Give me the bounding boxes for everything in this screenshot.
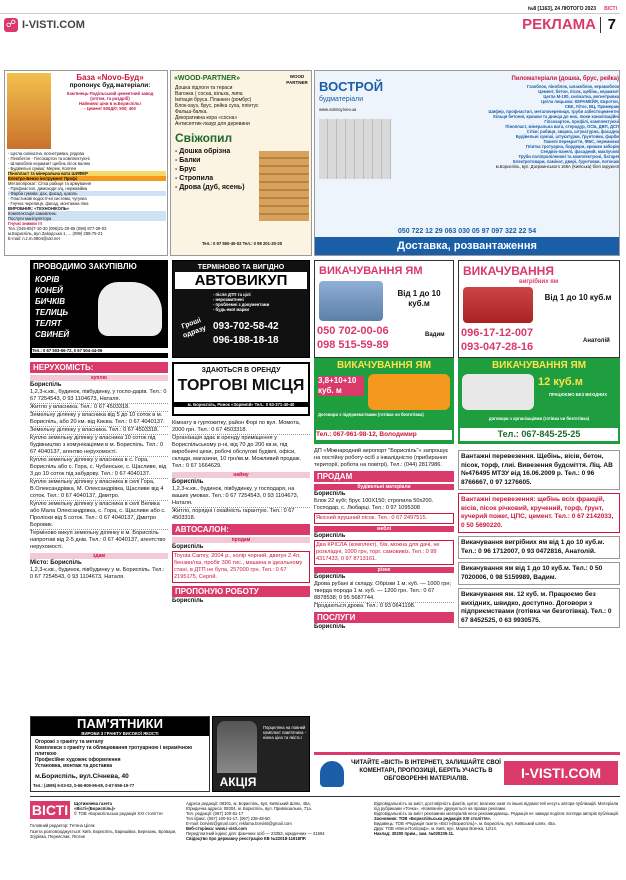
- vyk4-note: ПРАЦЮЄМО БЕЗ ВИХІДНИХ: [548, 392, 608, 397]
- novobud-footer: Комплектація замовлень: [8, 211, 166, 216]
- akciya-ad: [212, 716, 310, 792]
- classified-ad: 1,2,3-к.кв., будинок, півбудинку, у госпо-дарів. Тел.: 0 67 7254543, 0 93 1104673, Наталя.: [30, 389, 167, 402]
- novobud-line: Найнижчі ціни в м.Бориспіль!: [78, 101, 141, 106]
- footer-line: Веб-сторінка: www.i-visti.com: [186, 826, 247, 831]
- pam-item: Огорожі з граніту та металу: [35, 739, 104, 745]
- novobud-line: Кам'янець-Подільський цементний завод: [66, 91, 154, 96]
- classified-ad: Куплю земельну ділянку у власника в селі Велика або Мала Олександрівка, с. Гора, с. Щасливе або с. Проліски від 5 соток. Тел.: 0 67 4040137, Дмитро Боровик.: [30, 501, 166, 528]
- footer-line: Газета розповсюджується: Київ, Бориспіль, Баришівка, Березань, Бровари, Згурівка, Переяслав, Яготин: [30, 829, 177, 839]
- user-icon: [320, 761, 344, 787]
- vykachuvannya-anatolii: [458, 260, 620, 358]
- novobud-photo: [7, 73, 51, 149]
- wood-item: Антисептик-лазур для деревини: [175, 121, 250, 127]
- classified-ad: Організація здає в оренду приміщення у Бориспільському р-ні, від 70 до 200 кв.м, під виробничі цехи, робочі обслугові будівлі, офіси, склади, магазини, 10 грн/кв.м. Можливий продаж. Тел.: 0 67 1664629.: [172, 435, 302, 469]
- vyk4-vol: 12 куб.м: [538, 376, 583, 388]
- novobud-profi: Пінопласт та мінеральна вата ШИФЕР: [8, 171, 166, 176]
- footer-line: Засновник: ТОВ «Бориспільська редакція ХХІ століття».: [374, 816, 492, 821]
- column-services: [458, 450, 620, 750]
- vostroy-line: Гіпсокартон, профілі, комплектуючі: [544, 119, 619, 124]
- vostroy-phones: 050 722 12 29 063 030 05 97 097 322 22 54: [397, 228, 537, 235]
- classified-ad: Куплю земельну ділянку у власника в с. Гора, Бориспіль або с. Гора, с. Чубинське, с. Щасливе, від 3 до 10 соток під забудову. Тел.: 0 67 4040137.: [30, 457, 167, 477]
- footer-logo: ВІСТІ: [31, 802, 69, 818]
- section-bar: АВТОСАЛОН:: [172, 524, 310, 535]
- vostroy-logo: ВОСТРОЙ: [319, 79, 384, 94]
- footer-line: «Вісті»(Бориспіль)»: [74, 806, 116, 811]
- novobud-line: - Цегла силікатна, вогнетривка, рядова: [8, 151, 84, 156]
- vostroy-line: Труби поліпропіленові та комплектуючі, батареї: [518, 154, 619, 159]
- vostroy-line: Пінопласт, мінеральна вата, стеродур, ОСБ, ДВП, ДСП: [505, 124, 619, 129]
- highlighted-ad: Якісний ярушний пісок. Тел.: 0 67 2497515.: [314, 513, 454, 524]
- wood-list: [175, 85, 309, 127]
- category-label: будівельні матеріали: [314, 484, 454, 490]
- wood-item: Імітація бруса. Планкен (ромбус): [175, 97, 252, 103]
- vostroy-list: [395, 84, 619, 169]
- section-bar: НЕРУХОМІСТЬ:: [30, 362, 168, 373]
- novobud-email: E-mail: n.z.m.0804@ukr.net: [8, 236, 60, 241]
- pam-items: [35, 739, 209, 769]
- zak-item: БИЧКІВ: [35, 297, 65, 306]
- wood-item2: - Брус: [175, 166, 197, 173]
- vyk4-tel: Тел.: 067-845-25-25: [460, 428, 618, 441]
- classified-ad: Дрова рубані зі складу. Обрізки 1 м. куб. — 1000 грн; тверда порода 1 м. куб. — 1200 грн. Тел.: 0 67 8878538; 0 95 5687744.: [314, 581, 452, 601]
- column-rent: [172, 420, 310, 714]
- novobud-line: Металопрокат: Сітка рабиця та армування: [8, 181, 92, 186]
- zak-item: СВИНЕЙ: [35, 330, 70, 339]
- avto-top: ТЕРМІНОВО ТА ВИГІДНО: [197, 264, 285, 271]
- boxed-ad: Викачування ям. 12 куб. м. Працюємо без вихідних, швидко, доступно. Договори з підприємствами (готівка чи безготівка). Тел.: 0 67 8452525, 0 63 9930575.: [458, 588, 620, 628]
- novobud-line: - Будівельні суміші; Мереж, Колпен: [8, 166, 77, 171]
- vyk1-vol: Від 1 до 10 куб.м: [397, 289, 441, 308]
- classified-ad: Житло у власника. Тел.: 0 67 4503318.: [30, 404, 130, 410]
- classified-ad: Земельну ділянку у власника. Тел.: 0 67 4503318.: [30, 427, 159, 433]
- novobud-elektro: Електро-Бензо інструмент Профі: [8, 176, 166, 181]
- category-label: продам: [172, 537, 310, 543]
- novobud-ad: [4, 70, 168, 256]
- vostroy-delivery: Доставка, розвантаження: [315, 237, 619, 255]
- torgovi-ad: [172, 362, 310, 416]
- city-label: Бориспіль: [172, 479, 204, 485]
- vostroy-site: www.vostroy.kiev.ua: [319, 107, 357, 112]
- vostroy-line: Будівельні суміші, штукатурки, ґрунтовки, фарби: [515, 134, 619, 139]
- footer-line: Наклад: 30200 прим., зам. №030235-11.: [374, 831, 455, 836]
- city-label: Бориспіль: [30, 382, 62, 388]
- category-label: куплю: [30, 375, 168, 381]
- pam-item: Комплекси з граніту та облицювання тротуарною і керамічною плиткою: [35, 745, 193, 757]
- vostroy-pallet-image: [319, 119, 391, 179]
- wood-item: Вагонка ( сосна, вільха, липа: [175, 91, 243, 97]
- vyk1-phone: 050 702-00-06: [317, 325, 389, 337]
- truck-image: [319, 281, 383, 321]
- online-banner: [314, 752, 620, 792]
- category-label: меблі: [314, 526, 454, 532]
- pam-item: Професійне художнє оформлення: [35, 757, 121, 763]
- boxed-ad: Вантажні перевезення: щебінь всіх фракцій, вісів, пісок річковий, кручений, торф, ґрунт, кучерий пожег, ЦПС, цемент. Тел.: 0 67 2142033, 0 50 5690220.: [458, 493, 620, 533]
- highlighted-ad: Toyota Camry, 2004 р., колір чорний, двигун 2.4л, бензин/газ, пробіг 306 тис., машина в ідеальному стані, в ДТП не була, 257000 грн. Тел.: 0 67 2195175, Сергій.: [172, 551, 310, 583]
- novobud-line: - Фарба гумова: дах, фасад, цоколь: [8, 191, 166, 196]
- wood-planks-image: [259, 151, 309, 221]
- footer-col3: [374, 801, 620, 836]
- vyk3-note: Договори з підприємствами (готівка чи безготівка): [318, 412, 424, 417]
- akciya-title: АКЦІЯ: [219, 775, 257, 789]
- cow-image: [98, 282, 162, 336]
- novobud-list2: [8, 151, 166, 241]
- classified-ad: 1,2,3-к.кв., будинок, півбудинку, у господаря, на ваших умовах. Тел.: 0 67 7254543, 0 93 1104673, Наталя.: [172, 486, 299, 506]
- novobud-tel: Тел.:(045-95)7-10-30 (096)21-20-85 (098) 877-29-03: [8, 226, 107, 231]
- footer-line: Друк: ТОВ «Мега-Поліграф», м. Київ, вул. Марка Вовчка, 12/14.: [374, 826, 497, 831]
- vyk1-title: ВИКАЧУВАННЯ ЯМ: [319, 265, 423, 277]
- vyk3-vol: 3,8+10+10 куб. м: [318, 376, 364, 396]
- zak-item: КОНЕЙ: [35, 286, 63, 295]
- woodpartner-ad: [170, 70, 312, 256]
- classified-ad: Терміново викуп земельну ділянку в м. Бориспіль напротові від 2-5 днів. Тел.: 0 67 4040137, агентство нерухомості.: [30, 530, 166, 550]
- vostroy-line: Панелі перекриття, ФБС, перемички: [543, 139, 619, 144]
- wood-item2: - Дошка обрізна: [175, 148, 231, 155]
- novobud-line: - Шлакоблок керамзит щебінь пісок валню: [8, 161, 91, 166]
- city-label: Бориспіль: [172, 598, 204, 604]
- footer-line: Адреса редакції: 08301, м. Бориспіль, вул. Київський Шлях, 45а,: [186, 801, 311, 806]
- avto-side: Гроші одразу: [180, 317, 208, 340]
- footer-line: Тел./факс: (067) 100-61-17, (067) 238-48-50.: [186, 816, 271, 821]
- footer-line: Щотижнева газета: [74, 801, 112, 806]
- column-sell: [314, 448, 454, 736]
- zak-title: ПРОВОДИМО ЗАКУПІВЛЮ: [33, 262, 137, 271]
- boxed-ad: Вантажні перевезення. Щебінь, вісів, бетон, пісок, торф, глиі. Вивезення будсміття. Ліц. АВ №476495 МТЗУ від 16.06.2009 р. Тел.: 0 96 8766667, 0 97 1276605.: [458, 450, 620, 490]
- torg-info: м. Бориспіль, Ринок «Зорянпй» Тел.: 0 63-371-40-40: [174, 402, 308, 407]
- zak-tel: Тел.: 0 67 503-66-72, 0 67 504-44-06: [32, 348, 168, 353]
- footer-col1: [74, 801, 182, 816]
- novobud-subtitle: пропонує буд.матеріали:: [69, 82, 151, 89]
- vyk2-phone: 096-17-12-007: [461, 327, 534, 339]
- vyk4-contracts: договори з організаціями (готівка чи безготівка): [488, 416, 590, 421]
- vykachuvannya-volodymyr: [314, 358, 454, 444]
- vostroy-line: Сітки: рабиця, зварна, штукатурна, фасадна: [526, 129, 619, 134]
- site-header: [4, 16, 616, 34]
- zak-item: КОРІВ: [35, 275, 60, 284]
- vyk2-name: Анатолій: [583, 338, 610, 344]
- novobud-footer: Гнучкі знижки !!!: [8, 221, 43, 226]
- novobud-address: м.Бориспіль, вул.Заводська 1, ... (099) 288-75-21: [8, 231, 103, 236]
- novobud-line: - Пластикові водостічні системи, чугунка: [8, 196, 87, 201]
- pam-tel: Тел.: (4595) 6-03-02, 0-66-909-96-69, 0-67-556-19-77: [33, 783, 135, 788]
- torg-top: ЗДАЮТЬСЯ В ОРЕНДУ: [201, 367, 281, 374]
- vostroy-line: СБК, Літос, ВЦ, Примерам: [564, 104, 619, 109]
- novobud-list: [53, 91, 167, 111]
- vostroy-ad: [314, 70, 620, 256]
- column-realty-buy: [30, 362, 168, 714]
- section-title: РЕКЛАМА: [522, 16, 596, 33]
- section-bar: ПОСЛУГИ: [314, 612, 454, 623]
- vostroy-line: Цемент, бетон, пісок, щебінь, керамзит: [538, 89, 619, 94]
- city-label: Бориспіль: [314, 533, 346, 539]
- boxed-ad: Викачування ям від 1 до 10 куб.м. Тел.: 0 50 7020006, 0 98 5159989, Вадим.: [458, 562, 620, 585]
- section-divider: [600, 17, 601, 33]
- category-label: здам: [30, 553, 168, 559]
- site-name: I-VISTI.COM: [22, 19, 85, 31]
- truck-image: [462, 374, 534, 410]
- banner-site: I-VISTI.COM: [504, 761, 618, 785]
- wood-side: WOOD PARTNER: [286, 74, 308, 85]
- avto-phone: 093-702-58-42: [213, 321, 279, 332]
- vostroy-line: Плитка тротуарна, бордюри, кришки заборів: [525, 144, 619, 149]
- novobud-line: - Пінобетон - Гіпсокартон та комплектуючі: [8, 156, 90, 161]
- city-label: Бориспіль: [172, 544, 204, 550]
- footer-line: Видавець: ТОВ «Редакція газети «Вісті»(Бориспіль)», м. Бориспіль, вул. Київський шлях, 45а.: [374, 821, 556, 826]
- zak-item: ТЕЛЯТ: [35, 319, 62, 328]
- page-number: 7: [607, 16, 616, 33]
- footer-line: Тел. редакції: (067) 100-61-17: [186, 811, 244, 816]
- wood-item: Блок-хауз, брус, рейка сухa, плінтус: [175, 103, 259, 109]
- classified-ad: Земельну ділянку у власника від 5 до 10 соток в м. Бориспіль, або 20 км. від Києва. Тел.: 0 67 4040137.: [30, 412, 165, 425]
- link-icon: ☍: [5, 19, 17, 30]
- category-label: найму: [172, 472, 310, 478]
- avto-title: АВТОВИКУП: [175, 272, 307, 289]
- city-label: Бориспіль: [314, 624, 346, 630]
- wood-tel: Тел.: 0 97 550-40-02 Тел.: 0 98 201-20-20: [201, 241, 283, 246]
- footer-line: © ТОВ «Бориспільська редакція ХХІ століття»: [74, 811, 164, 816]
- highlighted-ad: Два КРІСЛА (комплект), б/в, можна для дачі, не розкладні, 1000 грн, торг. самовивіз. Тел.: 0 99 4317433, 0 97 8713161.: [314, 540, 454, 565]
- classified-ad: Куплю земельну ділянку у власника в селі Гора, В.Олександрівка, М. Олександрівка, Щасливе від 4 соток. Тел.: 0 67 4040137, Дмитро.: [30, 479, 164, 499]
- vostroy-line: Газоблок, піноблок, шлакоблок, керамоблок: [527, 84, 619, 89]
- section-bar: ПРОДАМ: [314, 471, 454, 482]
- avtovykup-ad: [172, 260, 310, 358]
- vykachuvannya-vadym: [314, 260, 454, 358]
- avto-phone: 096-188-18-18: [213, 335, 279, 346]
- wood-brand2: Свіжопил: [175, 131, 233, 145]
- wood-item2: - Стропила: [175, 175, 214, 182]
- vyk3-tel: Тел.: 067-961-98-12, Володимир: [316, 430, 452, 440]
- category-label: різне: [314, 567, 454, 573]
- novobud-vyrobnyk: ВИРОБНИК: «ТЕХНОНІКОЛЬ»: [8, 206, 70, 211]
- vostroy-line: Сендвіч-панелі, фасадний, маклучові: [540, 149, 619, 154]
- classified-ad: 1,2,3-к.кв., будинок, півбудинку у м. Бориспіль. Тел.: 0 67 7254543, 0 93 1104673, Наталя.: [30, 567, 165, 580]
- vostroy-sub: будматеріали: [319, 96, 364, 103]
- pam-address: м.Бориспіль, вул.Січнева, 40: [35, 773, 129, 780]
- vyk2-vol: Від 1 до 10 куб.м: [544, 293, 612, 302]
- section-bar: ПРОПОНУЮ РОБОТУ: [172, 586, 310, 597]
- wood-brand: «WOOD-PARTNER»: [174, 75, 240, 82]
- akciya-note: Порцеляна на повний комплект пам'ятника - ніжна ціна та якість!: [263, 725, 307, 740]
- issue-date: №8 [1163], 24 ЛЮТОГО 2023: [527, 6, 596, 12]
- vostroy-line: Цегла лицьова: КЕРАМЕЙЯ, Єврoтон,: [541, 99, 619, 104]
- city-label: Бориспіль: [314, 574, 346, 580]
- classified-ad: Куплю земельну ділянку у власника 10 соток під будівництво з комунікаціями в м. Бориспіль. Тел.: 0 67 4040137, агентво нерухомості.: [30, 435, 164, 455]
- vykachuvannya-12: [458, 358, 620, 444]
- city-label: Місто: Бориспіль: [30, 560, 82, 566]
- classified-ad: Продаються дрова. Тел.: 0 93 0641198.: [314, 603, 416, 609]
- banner-text: ЧИТАЙТЕ «ВІСТІ» В ІНТЕРНЕТІ, ЗАЛИШАЙТЕ СВОЇ КОМЕНТАРІ, ПРОПОЗИЦІЇ, БЕРІТЬ УЧАСТЬ В ОБГОВОРЕННІ МАТЕРІАЛІВ.: [351, 760, 501, 782]
- novobud-line: - Профнастил, димоходи з/ц, нержавійка: [8, 186, 88, 191]
- avto-items: [213, 292, 309, 312]
- torg-title: ТОРГОВІ МІСЦЯ: [177, 377, 305, 394]
- wood-item: Декоративна кора «сосна»: [175, 115, 238, 121]
- avto-item: - проблемні з документами: [213, 302, 270, 307]
- vyk2-title: ВИКАЧУВАННЯ: [463, 264, 554, 278]
- avto-item: - будь-якої марки: [213, 307, 249, 312]
- zak-item: ТЕЛИЦЬ: [35, 308, 69, 317]
- city-label: Бориспіль: [314, 491, 346, 497]
- vyk1-name: Вадим: [425, 332, 445, 338]
- vostroy-address: м.Бориспіль, вул. Дзержинського 166А (Київська) біля окружної: [495, 164, 619, 169]
- vyk3-title: ВИКАЧУВАННЯ ЯМ: [336, 360, 432, 371]
- classified-ad: ДП «Міжнародний аеропорт "Бориспіль"» запрошує на постійну роботу осіб з інвалідністю (прибирання території, робота на повітрі). Тел.: (044) 2817986.: [314, 448, 449, 468]
- vyk2-phone: 093-047-28-16: [461, 341, 534, 353]
- wood-list2: [175, 147, 255, 192]
- footer-line: Свідоцтво про державну реєстрацію КВ №22018-11918ПР.: [186, 836, 307, 841]
- classified-ad: Кімнату в гуртожитку, район Форі по вул. Момота, 2000 грн. Тел.: 0 67 4503318.: [172, 420, 301, 433]
- vyk4-title: ВИКАЧУВАННЯ ЯМ: [491, 360, 587, 371]
- novobud-line: - Цемент 500Д/0; 500; 400: [84, 106, 136, 111]
- vostroy-line: Кільця бетонні, кришки та днища до них, люки каналізаційні: [493, 114, 619, 119]
- vostroy-line: Електротовари, ламінат, двері, ґрунтовки, погонаж: [513, 159, 619, 164]
- issue-line: [0, 4, 620, 14]
- footer-line: Юридична адреса: 08304, м. Бориспіль, вул. Привокзальна, 71а.: [186, 806, 312, 811]
- header-logo: ВІСТІ: [604, 6, 617, 12]
- novobud-line: - Гнучка черепиця, фасад, монтажна піна: [8, 201, 89, 206]
- footer: [30, 796, 620, 876]
- footer-line: Передплатний індекс для: фізичних осіб — 23353, юридичних — 41594: [186, 831, 325, 836]
- footer-line: Відповідальність за зміст, достовірність фактів, цитат, власних назв та інших відомостей несуть автори публікацій. Матеріали під рубриками «Точка», «Компанія» друкуються на правах реклами.: [374, 801, 619, 811]
- novobud-line: (оптом, та роздріб): [90, 96, 130, 101]
- wood-item: Фальш-балка.: [175, 109, 208, 115]
- zakupivlya-ad: [30, 260, 168, 358]
- vostroy-head: Пиломатеріали (дошка, брус, рейка): [511, 76, 619, 82]
- wood-item2: - Балки: [175, 157, 201, 164]
- vostroy-line: Цегла М-100, силікатна, вогнетривка: [543, 94, 619, 99]
- pam-title: ПАМ'ЯТНИКИ: [31, 717, 209, 731]
- footer-col2: [186, 801, 370, 841]
- avto-item: - після ДТП та цілі: [213, 292, 251, 297]
- boxed-ad: Викачування вигрібних ям від 1 до 10 куб.м. Тел.: 0 96 1712007, 0 93 0472816, Анатолій.: [458, 536, 620, 559]
- pam-item: Установка, монтаж та доставка: [35, 763, 113, 769]
- footer-line: E-mail: borvisti@gmail.com; reklama.borvisti@gmail.com: [186, 821, 292, 826]
- footer-line: Головний редактор: Тетяна Ціляк: [30, 823, 95, 828]
- classified-ad: Житло, порядні і охайність гарантую. Тел.: 0 67 4503318.: [172, 508, 295, 521]
- pam-sub: ВИРОБИ З ГРАНІТУ ВИСОКОЇ ЯКОСТІ: [31, 731, 209, 736]
- vyk2-sub: вигрібних ям: [519, 279, 559, 285]
- avto-item: - нерозмитнені: [213, 297, 244, 302]
- novobud-footer: Послуги маніпулятора: [8, 216, 166, 221]
- wood-item: Дошка підлоги та тераси: [175, 85, 233, 91]
- novobud-title: База «Novo-Буд»: [76, 73, 144, 82]
- footer-line: Відповідальність за зміст рекламних матеріалів несе рекламодавець. Редакція не завжди поділяє погляди авторів публікацій.: [374, 811, 619, 816]
- wood-item2: - Дрова (дуб, ясень): [175, 184, 245, 191]
- pamyatnyky-ad: [30, 716, 210, 792]
- zak-items: [35, 274, 95, 340]
- monument-image: [217, 721, 257, 773]
- truck-image: [463, 287, 533, 323]
- vostroy-line: Шифер, профнастил, металочерепиця, труби азбестоцементні: [488, 109, 619, 114]
- truck-image: [368, 374, 450, 410]
- vyk1-phone: 098 515-59-89: [317, 339, 389, 351]
- classified-ad: Блок 22 кубі; брус 100Х150; стропила 50х200. Господар, с. Любарці. Тел.: 0 97 1095308: [314, 498, 434, 511]
